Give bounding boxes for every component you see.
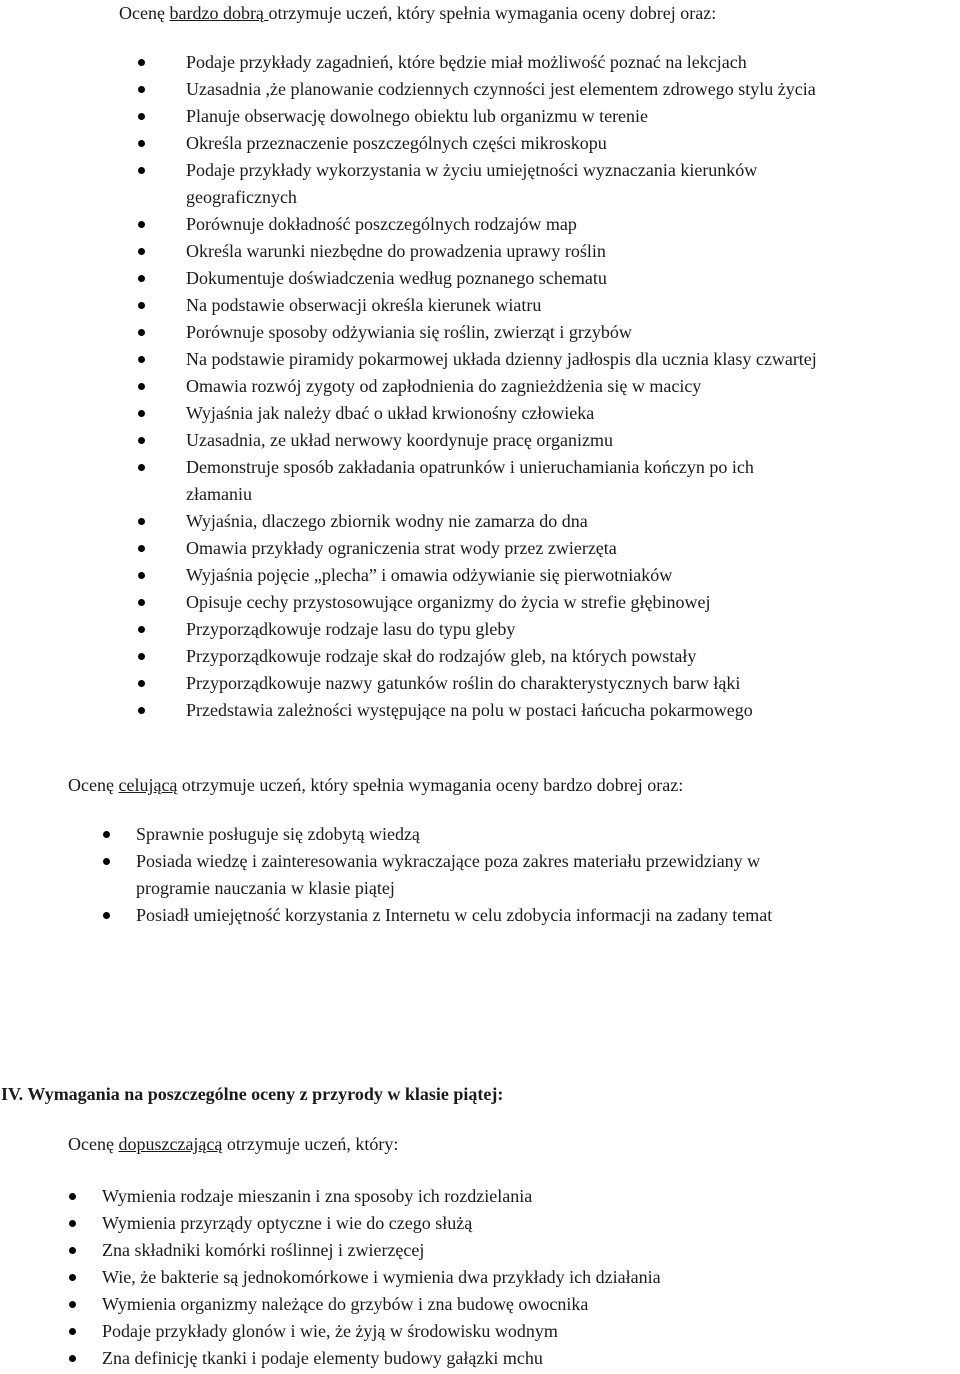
bullet-icon [138,113,145,120]
list-item-text: Posiada wiedzę i zainteresowania wykraczające poza zakres materiału przewidziany w [136,851,761,871]
list-item [186,292,960,319]
list-item [186,427,960,454]
list-item [186,454,960,508]
bullet-icon [69,1328,76,1335]
intro-celujaca [68,772,683,799]
bullet-icon [69,1193,76,1200]
requirements-list-bardzo-dobra [186,49,960,724]
bullet-icon [138,518,145,525]
grade-name: bardzo dobrą [169,3,269,23]
list-item [102,1183,952,1210]
bullet-icon [138,86,145,93]
list-item [136,902,956,929]
list-item-text: Porównuje sposoby odżywiania się roślin, zwierząt i grzybów [186,322,632,342]
list-item-text: Określa przeznaczenie poszczególnych części mikroskopu [186,133,607,153]
intro-prefix: Ocenę [68,775,119,795]
list-item [102,1264,952,1291]
list-item-text: Wyjaśnia, dlaczego zbiornik wodny nie zamarza do dna [186,511,588,531]
bullet-icon [103,858,110,865]
list-item-text: Zna składniki komórki roślinnej i zwierzęcej [102,1240,425,1260]
list-item-text: Podaje przykłady zagadnień, które będzie miał możliwość poznać na lekcjach [186,52,747,72]
requirements-list-celujaca [136,821,956,929]
list-item-continuation: złamaniu [186,484,252,504]
intro-suffix: otrzymuje uczeń, który: [222,1134,399,1154]
bullet-icon [138,383,145,390]
bullet-icon [69,1220,76,1227]
list-item [186,589,960,616]
list-item [102,1237,952,1264]
list-item [186,670,960,697]
bullet-icon [138,59,145,66]
bullet-icon [138,680,145,687]
bullet-icon [138,545,145,552]
bullet-icon [138,275,145,282]
bullet-icon [138,599,145,606]
bullet-icon [69,1274,76,1281]
list-item-text: Omawia przykłady ograniczenia strat wody przez zwierzęta [186,538,617,558]
list-item [102,1318,952,1345]
bullet-icon [138,437,145,444]
list-item-text: Podaje przykłady wykorzystania w życiu umiejętności wyznaczania kierunków [186,160,758,180]
list-item-text: Przyporządkowuje rodzaje skał do rodzajów gleb, na których powstały [186,646,697,666]
list-item [186,508,960,535]
list-item-text: Określa warunki niezbędne do prowadzenia uprawy roślin [186,241,606,261]
intro-dopuszczajaca [68,1131,398,1158]
list-item [186,643,960,670]
list-item-text: Wyjaśnia jak należy dbać o układ krwionośny człowieka [186,403,595,423]
list-item-text: Wymienia organizmy należące do grzybów i zna budowę owocnika [102,1294,589,1314]
list-item-text: Przyporządkowuje rodzaje lasu do typu gleby [186,619,516,639]
list-item-text: Wymienia przyrządy optyczne i wie do czego służą [102,1213,473,1233]
list-item-continuation: programie nauczania w klasie piątej [136,878,395,898]
list-item [186,616,960,643]
bullet-icon [138,221,145,228]
list-item-text: Zna definicję tkanki i podaje elementy budowy gałązki mchu [102,1348,543,1368]
list-item-text: Demonstruje sposób zakładania opatrunków i unieruchamiania kończyn po ich [186,457,754,477]
grade-name: dopuszczającą [118,1134,223,1154]
list-item [186,211,960,238]
bullet-icon [138,626,145,633]
intro-suffix: otrzymuje uczeń, który spełnia wymagania oceny dobrej oraz: [268,3,717,23]
intro-bardzo-dobra [119,0,716,27]
list-item-text: Na podstawie piramidy pokarmowej układa dzienny jadłospis dla ucznia klasy czwartej [186,349,817,369]
bullet-icon [138,167,145,174]
list-item [186,562,960,589]
list-item-text: Przedstawia zależności występujące na polu w postaci łańcucha pokarmowego [186,700,753,720]
list-item [186,400,960,427]
list-item-text: Planuje obserwację dowolnego obiektu lub organizmu w terenie [186,106,649,126]
list-item [186,238,960,265]
bullet-icon [138,329,145,336]
list-item [102,1210,952,1237]
list-item-text: Omawia rozwój zygoty od zapłodnienia do zagnieżdżenia się w macicy [186,376,702,396]
bullet-icon [69,1301,76,1308]
list-item [136,821,956,848]
bullet-icon [138,464,145,471]
intro-prefix: Ocenę [68,1134,119,1154]
list-item [186,535,960,562]
requirements-list-dopuszczajaca [102,1183,952,1372]
list-item-text: Dokumentuje doświadczenia według poznanego schematu [186,268,607,288]
list-item [186,265,960,292]
list-item-text: Przyporządkowuje nazwy gatunków roślin do charakterystycznych barw łąki [186,673,741,693]
intro-prefix: Ocenę [119,3,170,23]
list-item-text: Uzasadnia ,że planowanie codziennych czynności jest elementem zdrowego stylu życia [186,79,816,99]
list-item [186,346,960,373]
bullet-icon [138,653,145,660]
intro-suffix: otrzymuje uczeń, który spełnia wymagania oceny bardzo dobrej oraz: [177,775,684,795]
section-heading: IV. Wymagania na poszczególne oceny z przyrody w klasie piątej: [1,1084,504,1104]
list-item-text: Wymienia rodzaje mieszanin i zna sposoby ich rozdzielania [102,1186,533,1206]
bullet-icon [103,831,110,838]
bullet-icon [138,707,145,714]
list-item-text: Porównuje dokładność poszczególnych rodzajów map [186,214,577,234]
list-item [186,157,960,211]
bullet-icon [138,248,145,255]
bullet-icon [138,410,145,417]
list-item [186,76,960,103]
bullet-icon [103,912,110,919]
list-item [186,103,960,130]
list-item-text: Sprawnie posługuje się zdobytą wiedzą [136,824,420,844]
list-item [186,697,960,724]
bullet-icon [138,140,145,147]
list-item-text: Na podstawie obserwacji określa kierunek wiatru [186,295,542,315]
list-item-text: Wyjaśnia pojęcie „plecha” i omawia odżywianie się pierwotniaków [186,565,673,585]
bullet-icon [138,356,145,363]
list-item [102,1345,952,1372]
list-item-text: Opisuje cechy przystosowujące organizmy do życia w strefie głębinowej [186,592,711,612]
list-item [186,130,960,157]
list-item [186,319,960,346]
list-item [186,373,960,400]
list-item-text: Wie, że bakterie są jednokomórkowe i wymienia dwa przykłady ich działania [102,1267,661,1287]
bullet-icon [69,1247,76,1254]
grade-name: celującą [118,775,178,795]
list-item-text: Uzasadnia, ze układ nerwowy koordynuje pracę organizmu [186,430,614,450]
list-item-text: Podaje przykłady glonów i wie, że żyją w środowisku wodnym [102,1321,558,1341]
bullet-icon [69,1355,76,1362]
list-item [102,1291,952,1318]
list-item [186,49,960,76]
list-item [136,848,956,902]
list-item-text: Posiadł umiejętność korzystania z Internetu w celu zdobycia informacji na zadany temat [136,905,773,925]
bullet-icon [138,302,145,309]
list-item-continuation: geograficznych [186,187,297,207]
bullet-icon [138,572,145,579]
